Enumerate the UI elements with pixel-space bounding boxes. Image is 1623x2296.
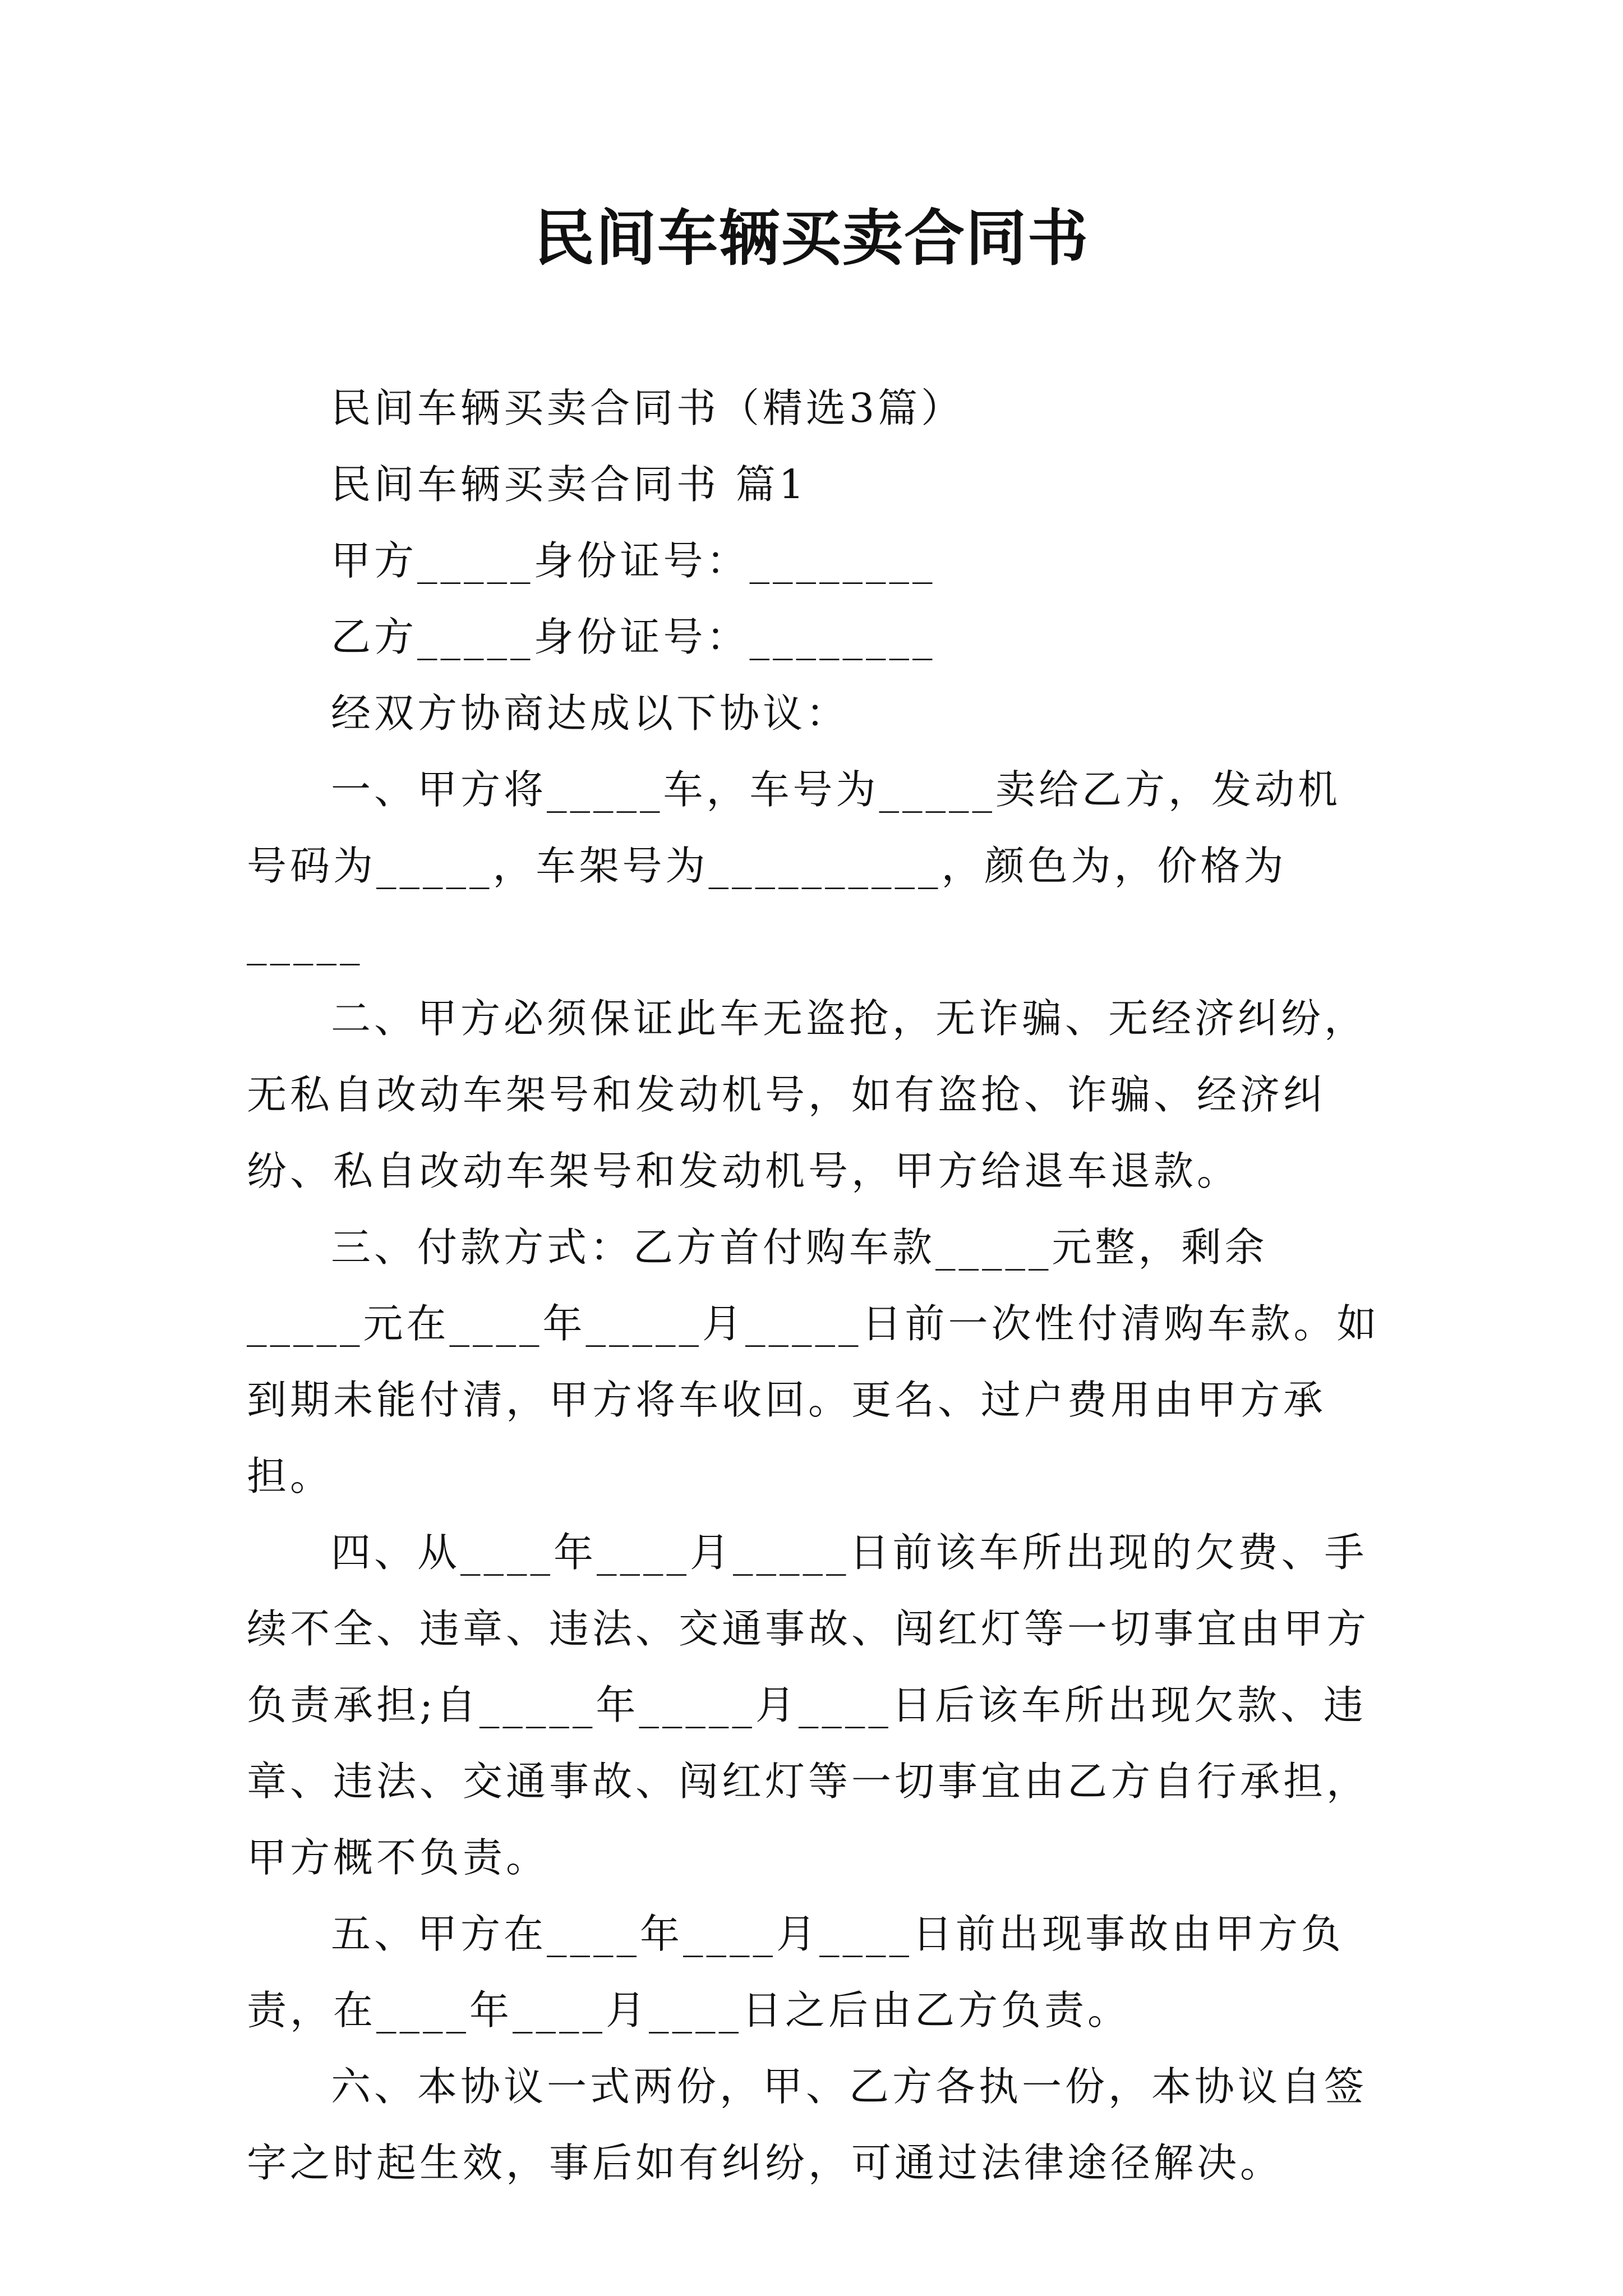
party-b-line: 乙方_____身份证号：________ (331, 614, 936, 660)
clause-6-paragraph: 六、本协议一式两份，甲、乙方各执一份，本协议自签字之时起生效，事后如有纠纷，可通过法律途径解决。 (247, 2063, 1368, 2186)
party-a-line: 甲方_____身份证号：________ (331, 537, 936, 584)
subtitle-paragraph: 民间车辆买卖合同书（精选3篇） (331, 385, 965, 431)
agreement-intro-paragraph: 经双方协商达成以下协议： (331, 690, 850, 737)
clause-5-paragraph: 五、甲方在____年____月____日前出现事故由甲方负责，在____年____月____日之后由乙方负责。 (247, 1911, 1345, 2033)
document-body (247, 370, 1382, 2201)
clause-1-paragraph: 一、甲方将_____车，车号为_____卖给乙方，发动机号码为_____，车架号为__________，颜色为，价格为_____ (247, 766, 1341, 965)
clause-2-paragraph: 二、甲方必须保证此车无盗抢，无诈骗、无经济纠纷，无私自改动车架号和发动机号，如有盗抢、诈骗、经济纠纷、私自改动车架号和发动机号，甲方给退车退款。 (247, 995, 1368, 1194)
document-title: 民间车辆买卖合同书 (533, 203, 1089, 274)
clause-3-paragraph: 三、付款方式：乙方首付购车款_____元整，剩余_____元在____年_____月_____日前一次性付清购车款。如到期未能付清，甲方将车收回。更名、过户费用由甲方承担。 (247, 1224, 1380, 1499)
section-heading-paragraph: 民间车辆买卖合同书 篇1 (331, 461, 808, 508)
clause-4-paragraph: 四、从____年____月_____日前该车所出现的欠费、手续不全、违章、违法、交通事故、闯红灯等一切事宜由甲方负责承担;自_____年_____月____日后该车所出现欠款、违章、违法、交通事故、闯红灯等一切事宜由乙方自行承担，甲方概不负责。 (247, 1529, 1370, 1881)
